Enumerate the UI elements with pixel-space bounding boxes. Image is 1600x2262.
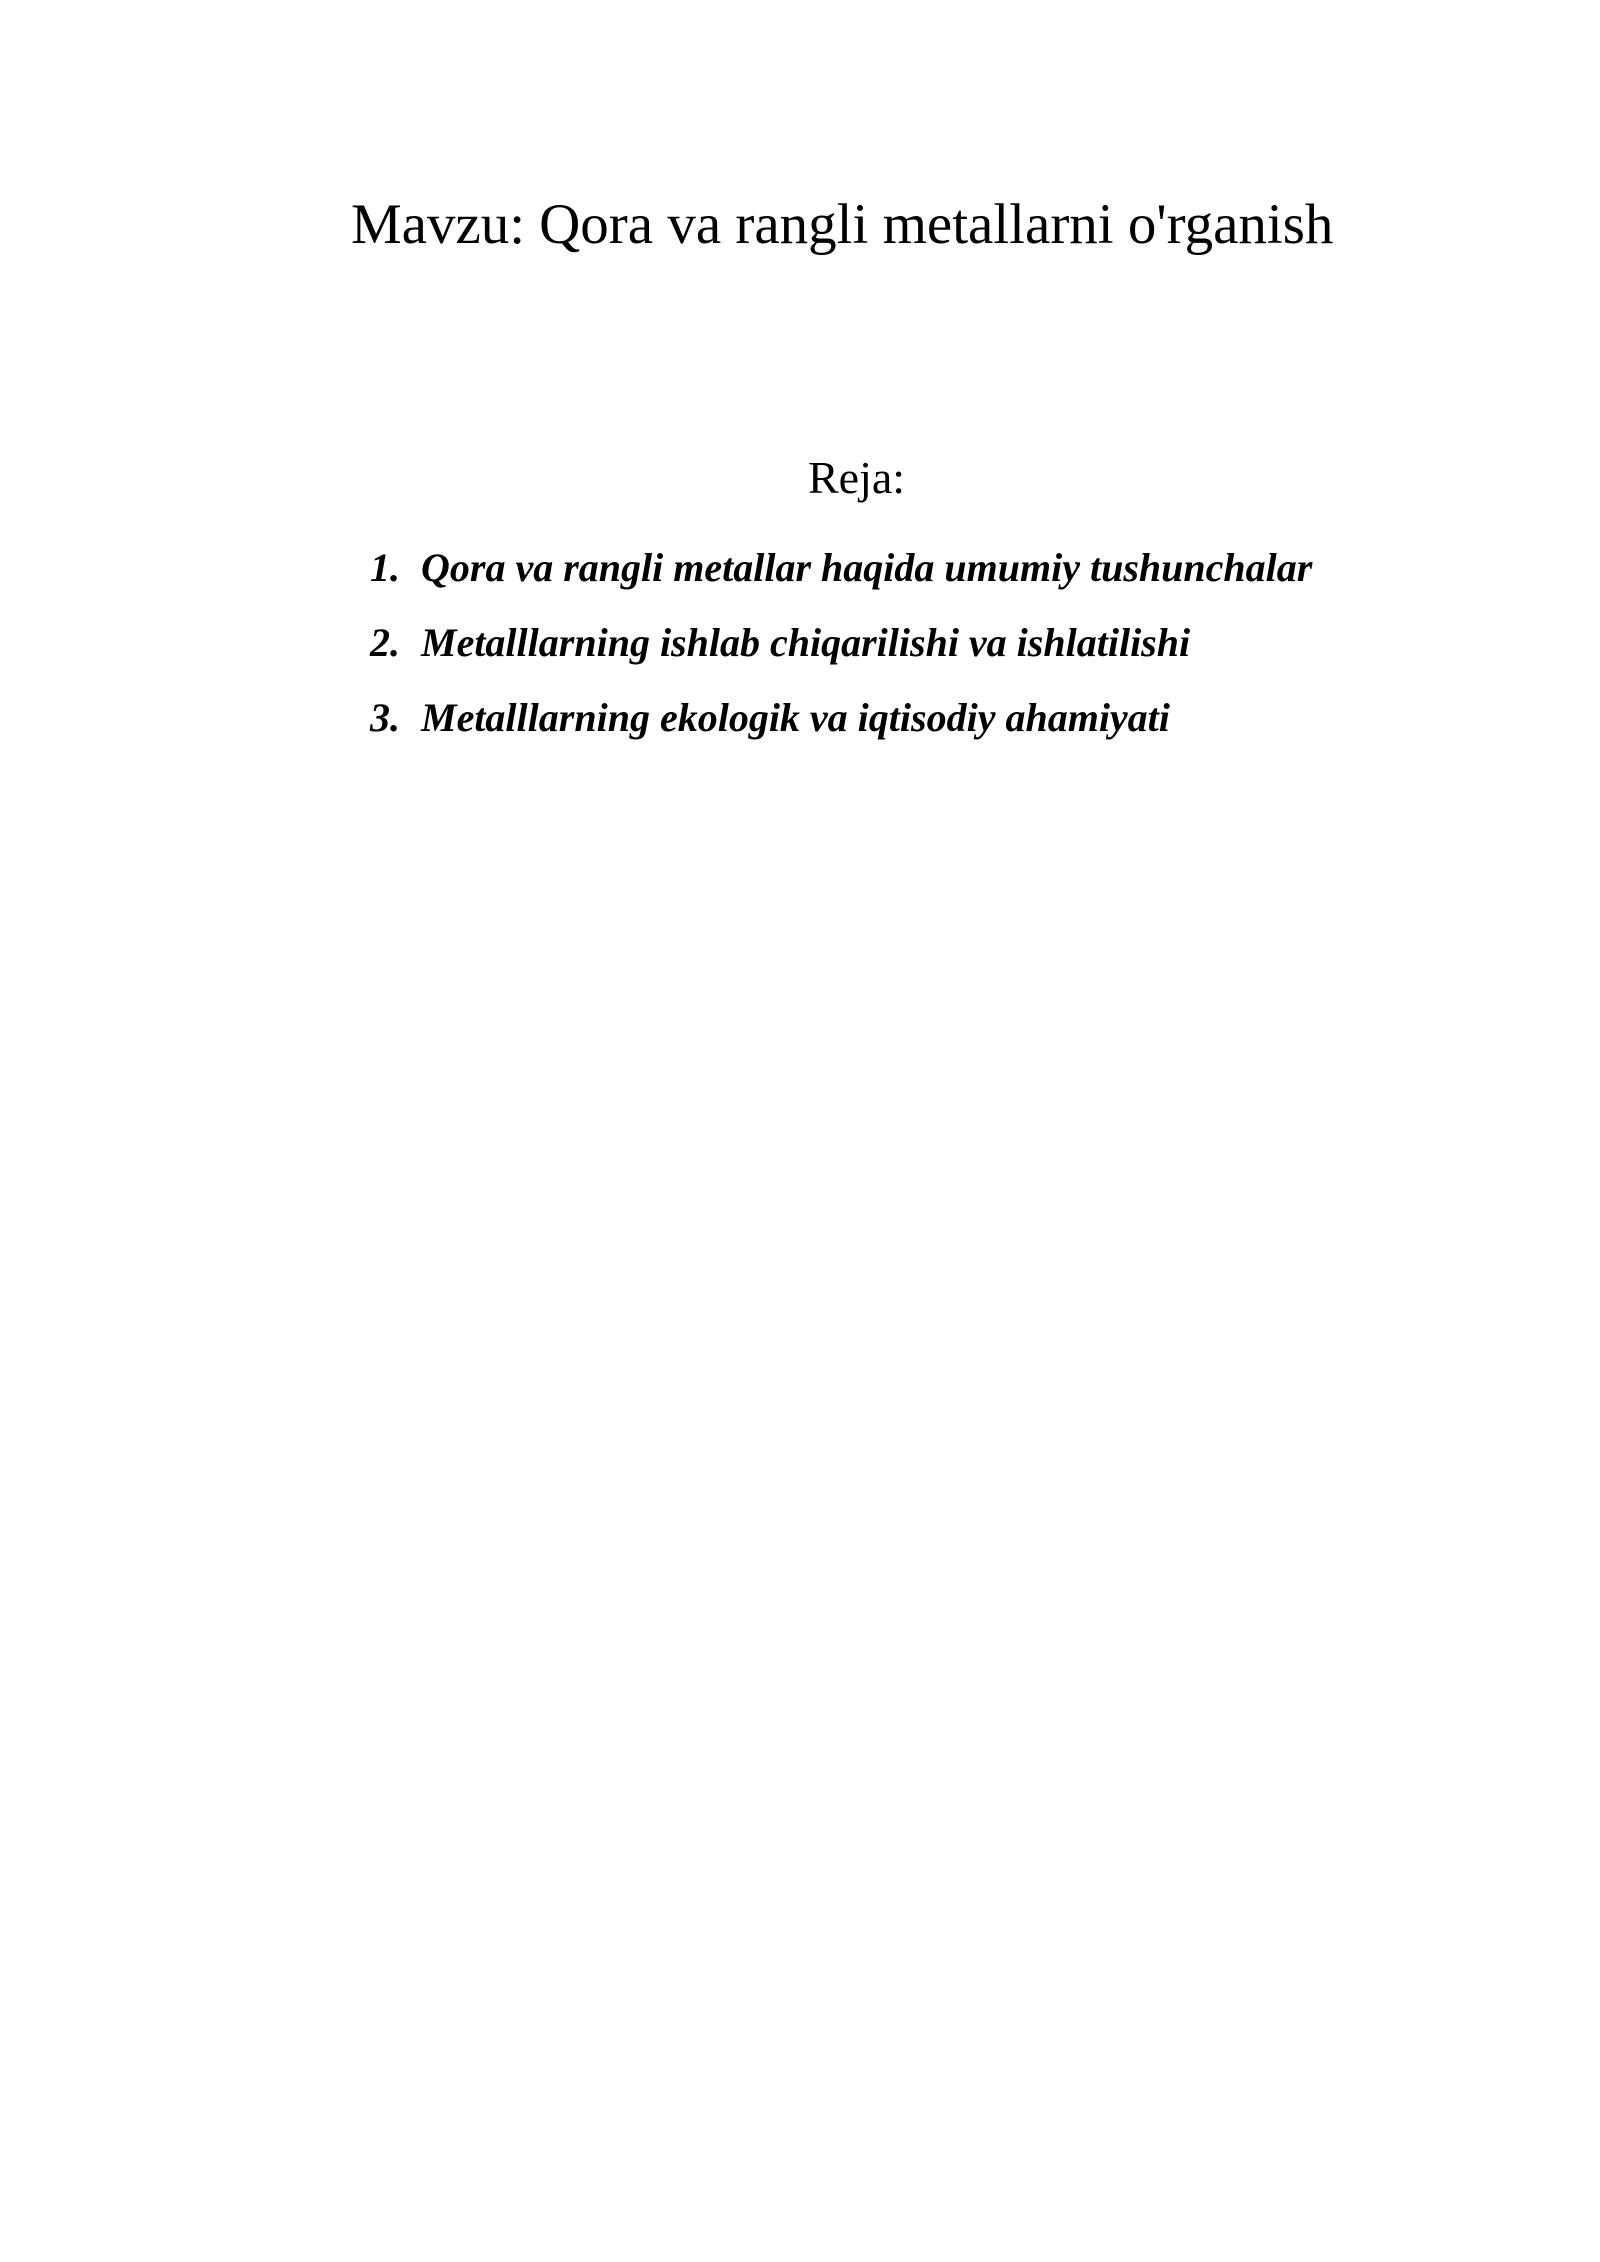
plan-item [370,605,1312,680]
plan-heading: Reja: [808,452,906,503]
plan-item-number: 1. [370,545,400,590]
plan-item [370,530,1312,605]
plan-item-text: Metalllarning ishlab chiqarilishi va ishlatilishi [421,620,1191,665]
plan-list [370,530,1312,755]
plan-item-number: 2. [370,620,400,665]
plan-item-number: 3. [370,695,400,740]
plan-item [370,680,1312,755]
title-prefix: Mavzu: [351,193,526,257]
title-text: Qora va rangli metallarni o'rganish [539,193,1334,257]
page-title [351,190,1333,260]
plan-item-text: Qora va rangli metallar haqida umumiy tushunchalar [421,545,1313,590]
plan-item-text: Metalllarning ekologik va iqtisodiy ahamiyati [421,695,1170,740]
